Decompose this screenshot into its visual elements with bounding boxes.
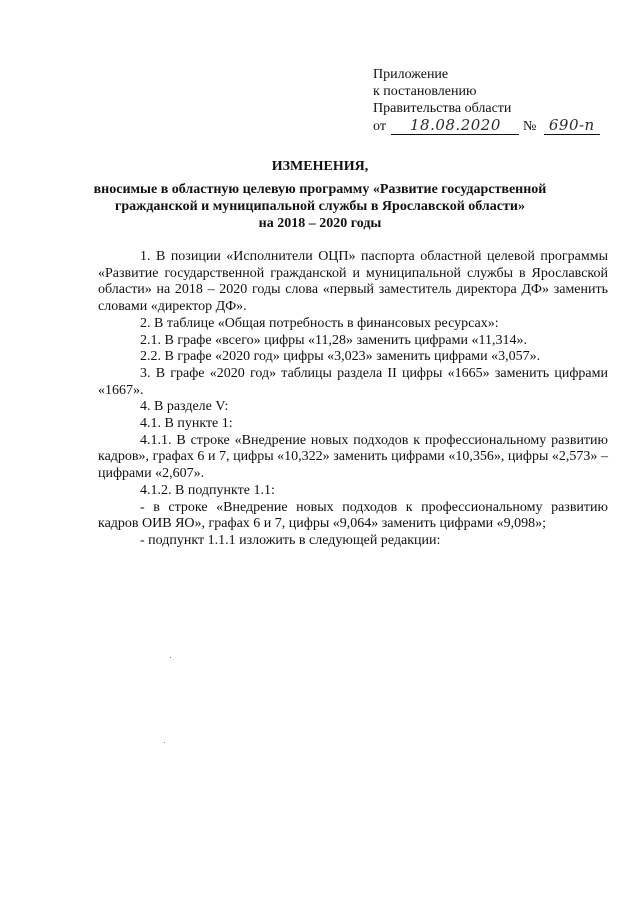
paragraph-4-1-1: 4.1.1. В строке «Внедрение новых подходов к профессиональному развитию кадров», графах 6 и 7, цифры «10,322» заменить цифрами «10,356», цифры «2,573» – цифрами «2,607». [98, 432, 608, 482]
appendix-line-1: Приложение [373, 67, 449, 82]
paragraph-2-2: 2.2. В графе «2020 год» цифры «3,023» заменить цифрами «3,057». [140, 349, 541, 365]
paragraph-4-1: 4.1. В пункте 1: [140, 416, 233, 432]
subtitle-line-2: гражданской и муниципальной службы в Ярославской области» [115, 199, 525, 214]
paragraph-4-1-2-item-2: - подпункт 1.1.1 изложить в следующей редакции: [140, 532, 441, 548]
appendix-line-2: к постановлению [373, 84, 477, 99]
paragraph-1: 1. В позиции «Исполнители ОЦП» паспорта областной целевой программы «Развитие государственной гражданской и муниципальной службы в Ярославской области» на 2018 – 2020 годы слова «первый заместитель директора ДФ» заменить словами «директор ДФ». [98, 249, 608, 315]
paragraph-4-1-2-item-1: - в строке «Внедрение новых подходов к профессиональному развитию кадров ОИВ ЯО», графах 6 и 7, цифры «9,064» заменить цифрами «9,098»; [98, 499, 608, 532]
appendix-date-number-line [373, 117, 600, 135]
appendix-line-3: Правительства области [373, 101, 512, 116]
document-body [98, 249, 608, 550]
scan-speck [164, 742, 165, 743]
subtitle-line-1: вносимые в областную целевую программу «Развитие государственной [93, 182, 547, 197]
from-label: от [373, 119, 386, 134]
paragraph-2: 2. В таблице «Общая потребность в финансовых ресурсах»: [140, 315, 499, 331]
subtitle-line-3: на 2018 – 2020 годы [258, 216, 382, 231]
paragraph-4: 4. В разделе V: [140, 399, 229, 415]
paragraph-4-1-2: 4.1.2. В подпункте 1.1: [140, 482, 275, 498]
scan-speck [170, 657, 171, 658]
handwritten-date: 18.08.2020 [391, 117, 519, 135]
number-label: № [522, 119, 537, 134]
handwritten-number: 690-п [544, 117, 600, 135]
appendix-block [373, 66, 600, 135]
document-subtitle [90, 181, 550, 232]
paragraph-2-1: 2.1. В графе «всего» цифры «11,28» заменить цифрами «11,314». [140, 332, 527, 348]
document-title: ИЗМЕНЕНИЯ, [271, 159, 369, 174]
paragraph-3: 3. В графе «2020 год» таблицы раздела II цифры «1665» заменить цифрами «1667». [98, 365, 608, 398]
